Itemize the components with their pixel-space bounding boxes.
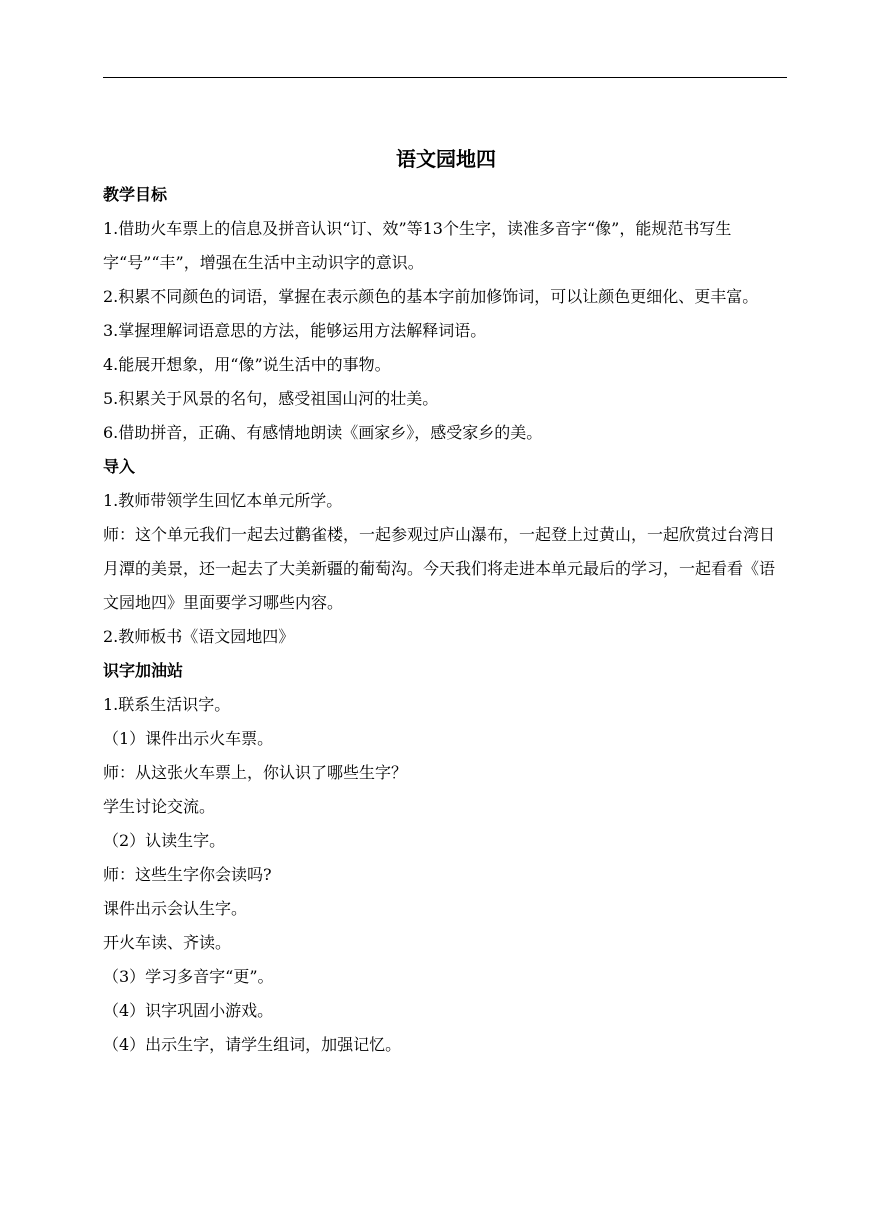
document-body: [103, 140, 789, 1062]
header-rule: [103, 77, 787, 78]
paragraph-line: 2.教师板书《语文园地四》: [103, 627, 295, 646]
paragraph-line: 师：这个单元我们一起去过鹳雀楼，一起参观过庐山瀑布，一起登上过黄山，一起欣赏过台湾日月潭的美景，还一起去了大美新疆的葡萄沟。今天我们将走进本单元最后的学习，一起看看《语文园地四》里面要学习哪些内容。: [103, 525, 776, 612]
paragraph-line: （2）认读生字。: [103, 831, 226, 850]
paragraph-line: 师：从这张火车票上，你认识了哪些生字？: [103, 763, 408, 782]
paragraph-line: 1.借助火车票上的信息及拼音认识“订、效”等13个生字，读准多音字“像”，能规范书写生字“号”“丰”，增强在生活中主动识字的意识。: [103, 219, 732, 272]
page-title: 语文园地四: [396, 147, 496, 171]
paragraph-line: 师：这些生字你会读吗?: [103, 865, 272, 884]
paragraph-list: [103, 178, 789, 1062]
paragraph-line: 3.掌握理解词语意思的方法，能够运用方法解释词语。: [103, 321, 487, 340]
paragraph-line: 1.教师带领学生回忆本单元所学。: [103, 491, 343, 510]
paragraph-line: 4.能展开想象，用“像”说生活中的事物。: [103, 355, 391, 374]
paragraph-line: 课件出示会认生字。: [103, 899, 248, 918]
paragraph-line: （1）课件出示火车票。: [103, 729, 274, 748]
section-heading: 导入: [103, 457, 136, 476]
paragraph-line: 6.借助拼音，正确、有感情地朗读《画家乡》，感受家乡的美。: [103, 423, 543, 442]
section-heading: 识字加油站: [103, 661, 184, 680]
section-heading: 教学目标: [103, 185, 168, 204]
paragraph-line: 学生讨论交流。: [103, 797, 216, 816]
paragraph-line: （3）学习多音字“更”。: [103, 967, 274, 986]
paragraph-line: 1.联系生活识字。: [103, 695, 231, 714]
paragraph-line: 5.积累关于风景的名句，感受祖国山河的壮美。: [103, 389, 439, 408]
paragraph-line: （4）出示生字，请学生组词，加强记忆。: [103, 1035, 402, 1054]
paragraph-line: （4）识字巩固小游戏。: [103, 1001, 274, 1020]
paragraph-line: 2.积累不同颜色的词语，掌握在表示颜色的基本字前加修饰词，可以让颜色更细化、更丰富。: [103, 287, 759, 306]
paragraph-line: 开火车读、齐读。: [103, 933, 232, 952]
